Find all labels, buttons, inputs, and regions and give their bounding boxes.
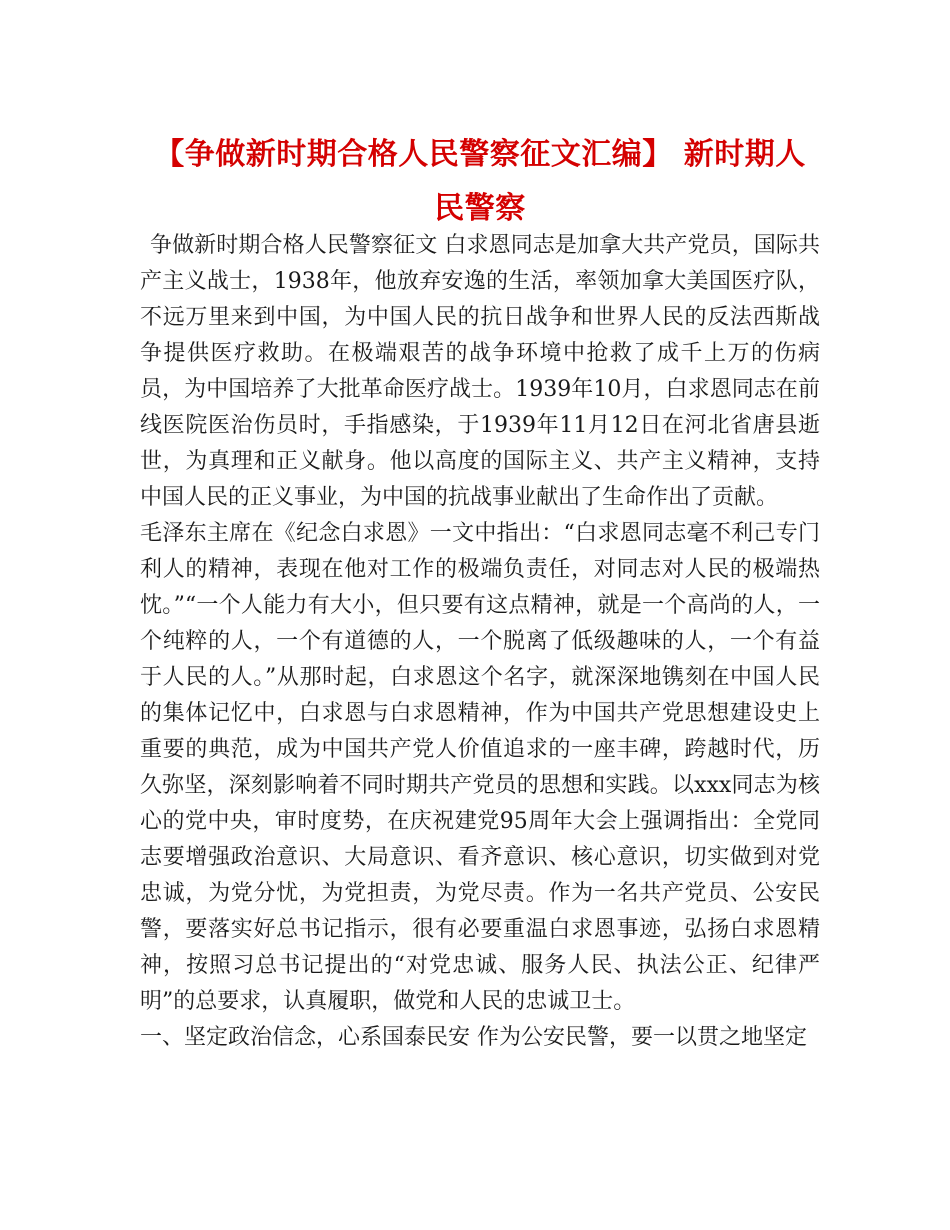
document-title: 【争做新时期合格人民警察征文汇编】 新时期人民警察: [154, 137, 806, 226]
paragraph-intro: 争做新时期合格人民警察征文 白求恩同志是加拿大共产党员，国际共产主义战士，1938年，他放弃安逸的生活，率领加拿大美国医疗队，不远万里来到中国，为中国人民的抗日战争和世界人民的反法西斯战争提供医疗救助。在极端艰苦的战争环境中抢救了成千上万的伤病员，为中国培养了大批革命医疗战士。1939年10月，白求恩同志在前线医院医治伤员时，手指感染，于1939年11月12日在河北省唐县逝世，为真理和正义献身。他以高度的国际主义、共产主义精神，支持中国人民的正义事业，为中国的抗战事业献出了生命作出了贡献。: [140, 233, 820, 510]
paragraph-section-one: 一、坚定政治信念，心系国泰民安 作为公安民警，要一以贯之地坚定: [140, 1025, 807, 1050]
paragraph-mao-quote: 毛泽东主席在《纪念白求恩》一文中指出：“白求恩同志毫不利己专门利人的精神，表现在他对工作的极端负责任，对同志对人民的极端热忱。”“一个人能力有大小，但只要有这点精神，就是一个高尚的人，一个纯粹的人，一个有道德的人，一个脱离了低级趣味的人，一个有益于人民的人。”从那时起，白求恩这个名字，就深深地镌刻在中国人民的集体记忆中，白求恩与白求恩精神，作为中国共产党思想建设史上重要的典范，成为中国共产党人价值追求的一座丰碑，跨越时代，历久弥坚，深刻影响着不同时期共产党员的思想和实践。以xxx同志为核心的党中央，审时度势，在庆祝建党95周年大会上强调指出：全党同志要增强政治意识、大局意识、看齐意识、核心意识，切实做到对党忠诚，为党分忧，为党担责，为党尽责。作为一名共产党员、公安民警，要落实好总书记指示，很有必要重温白求恩事迹，弘扬白求恩精神，按照习总书记提出的“对党忠诚、服务人民、执法公正、纪律严明”的总要求，认真履职，做党和人民的忠诚卫士。: [140, 521, 820, 1014]
document-body: [140, 228, 820, 1056]
